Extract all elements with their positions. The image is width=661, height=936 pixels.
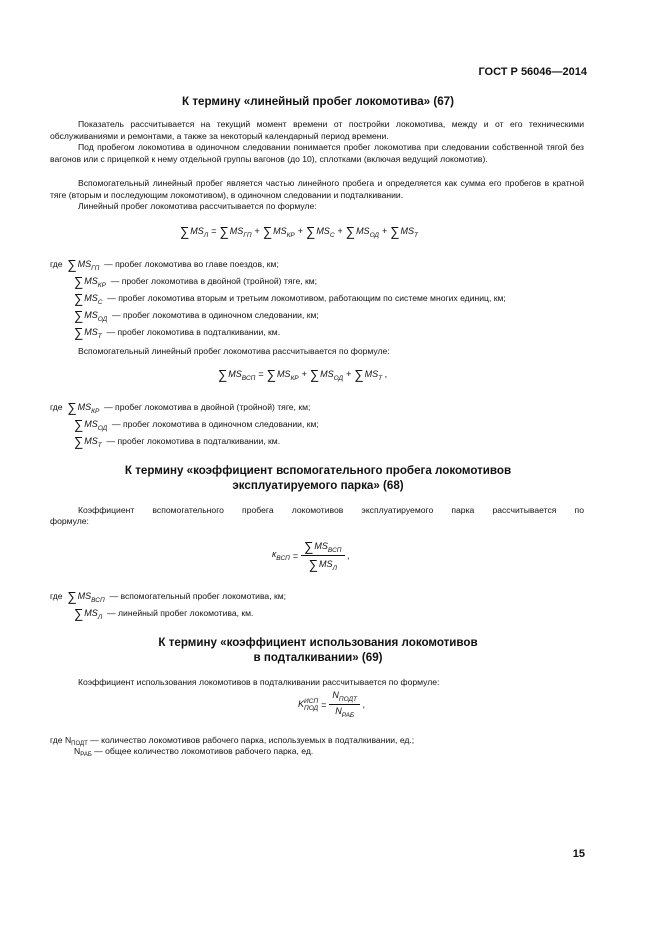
section-68-paragraph-1-end: формуле: bbox=[50, 516, 89, 526]
section-68-title-line-2: эксплуатируемого парка» (68) bbox=[232, 479, 404, 492]
section-67-title: К термину «линейный пробег локомотива» (67) bbox=[182, 95, 454, 108]
formula-linear-mileage: $\sum MS_Л = \sum MS_{ГП} + \sum MS_{КР} + \sum MS_С + \sum MS_{ОД} + \sum MS_Т$ bbox=[180, 224, 419, 239]
formula-pushing-coefficient: K ИСП ПОД = $\frac{N_{ПОДТ}}{N_{РАБ}}$ , bbox=[298, 690, 366, 719]
definition-row: где $N_{ПОДТ}$ — количество локомотивов рабочего парка, используемых в подталкивании, ед.; bbox=[50, 735, 415, 747]
definition-row: $\sum MS_С$ — пробег локомотива вторым и третьим локомотивом, работающим по системе многих единиц, км; bbox=[74, 291, 506, 306]
document-header: ГОСТ Р 56046—2014 bbox=[478, 66, 587, 78]
definition-row: $N_{РАБ}$ — общее количество локомотивов рабочего парка, ед. bbox=[74, 746, 314, 758]
formula-auxiliary-mileage: $\sum MS_{ВСП} = \sum MS_{КР} + \sum MS_{ОД} + \sum MS_Т$ , bbox=[218, 367, 388, 382]
section-68-paragraph-1: Коэффициент вспомогательного пробега локомотивов эксплуатируемого парка рассчитывается по bbox=[78, 505, 584, 515]
definition-row: $\sum MS_Т$ — пробег локомотива в подталкивании, км. bbox=[74, 434, 281, 449]
section-69-title-line-2: в подталкивании» (69) bbox=[253, 651, 383, 664]
section-69-title-line-1: К термину «коэффициент использования локомотивов bbox=[158, 636, 478, 649]
section-67-paragraph-4: Линейный пробег локомотива рассчитывается по формуле: bbox=[78, 201, 317, 211]
definition-row: $\sum MS_{ОД}$ — пробег локомотива в одиночном следовании, км; bbox=[74, 308, 319, 323]
page-number: 15 bbox=[572, 848, 585, 860]
section-67-paragraph-5: Вспомогательный линейный пробег локомотива рассчитывается по формуле: bbox=[78, 346, 390, 356]
formula-auxiliary-coefficient: $к_{ВСП}$ = $\frac{\sum MS_{ВСП}}{\sum MS_Л}$ , bbox=[272, 539, 350, 572]
section-67-paragraph-2: Под пробегом локомотива в одиночном следовании понимается пробег локомотива при следовании собственной тягой без вагонов или с прицепкой к нему отдельной группы вагонов (до 10), сплотками (включая ведущий локомотив). bbox=[50, 142, 584, 164]
section-67-paragraph-1: Показатель рассчитывается на текущий момент времени от постройки локомотива, между и от его техническими обслуживаниями и ремонтами, а также за некоторый календарный период времени. bbox=[50, 119, 584, 141]
definition-row: $\sum MS_{КР}$ — пробег локомотива в двойной (тройной) тяге, км; bbox=[74, 274, 318, 289]
definition-row: $\sum MS_{ОД}$ — пробег локомотива в одиночном следовании, км; bbox=[74, 417, 319, 432]
definition-row: где $\sum MS_{КР}$ — пробег локомотива в двойной (тройной) тяге, км; bbox=[50, 400, 311, 415]
definition-row: $\sum MS_Л$ — линейный пробег локомотива, км. bbox=[74, 606, 254, 621]
definition-row: где $\sum MS_{ГП}$ — пробег локомотива во главе поездов, км; bbox=[50, 257, 279, 272]
section-69-paragraph-1: Коэффициент использования локомотивов в подталкивании рассчитывается по формуле: bbox=[78, 677, 440, 687]
section-68-title-line-1: К термину «коэффициент вспомогательного пробега локомотивов bbox=[124, 464, 512, 477]
definition-row: где $\sum MS_{ВСП}$ — вспомогательный пробег локомотива, км; bbox=[50, 589, 287, 604]
section-67-paragraph-3: Вспомогательный линейный пробег является частью линейного пробега и определяется как сумма его пробегов в кратной тяге (вторым и последующим локомотивом), в одиночном следовании и подталкивании. bbox=[50, 178, 584, 200]
definition-row: $\sum MS_Т$ — пробег локомотива в подталкивании, км. bbox=[74, 325, 281, 340]
